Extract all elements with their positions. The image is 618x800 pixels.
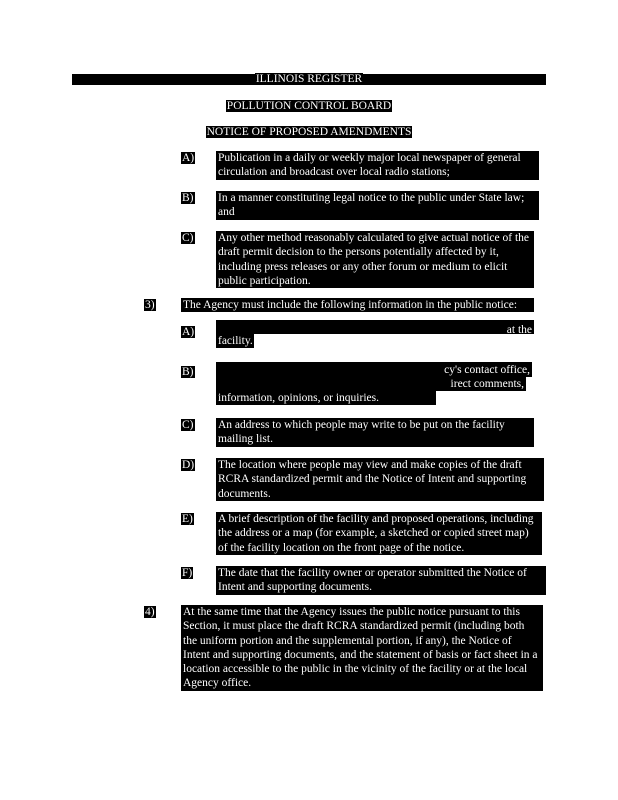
item-label: E) [182,513,193,525]
item-text: facility. [218,335,253,347]
item-label: B) [182,366,194,378]
board-title: POLLUTION CONTROL BOARD [226,100,392,112]
register-title: ILLINOIS REGISTER [255,73,363,85]
item-text: A brief description of the facility and proposed operations, including the address or a map (for example, a sketched or copied street map) of the facility location on the front page of the notice. [216,512,542,555]
item-label: F) [182,567,193,579]
item-label: A) [182,152,195,164]
section-label: 3) [145,299,155,311]
item-label: A) [182,326,195,338]
item-text: The date that the facility owner or operator submitted the Notice of Intent and supporting documents. [216,566,546,595]
item-text: An address to which people may write to be put on the facility mailing list. [216,418,534,447]
item-text: In a manner constituting legal notice to the public under State law; and [216,191,539,220]
section-text: At the same time that the Agency issues the public notice pursuant to this Section, it must place the draft RCRA standardized permit (including both the uniform portion and the supplemental portion, if any), the Notice of Intent and supporting documents, and the statement of basis or fact sheet in a location accessible to the public in the vicinity of the facility or at the local Agency office. [181,605,543,691]
item-redacted-line: at the [216,320,534,334]
item-text: Any other method reasonably calculated to give actual notice of the draft permit decision to the persons potentially affected by it, including press releases or any other forum or medium to elicit public participation. [216,231,534,288]
notice-title: NOTICE OF PROPOSED AMENDMENTS [206,126,412,138]
item-text: Publication in a daily or weekly major local newspaper of general circulation and broadcast over local radio stations; [216,151,539,180]
item-text: The location where people may view and make copies of the draft RCRA standardized permit and the Notice of Intent and supporting documents. [216,458,544,501]
item-label: C) [182,419,194,431]
item-label: B) [182,192,194,204]
item-redacted-line: irect comments, [216,377,526,391]
section-label: 4) [145,606,155,618]
item-redacted-line: cy's contact office, [216,362,532,377]
item-label: D) [182,459,195,471]
item-text: information, opinions, or inquiries. [216,391,436,405]
section-text: The Agency must include the following information in the public notice: [181,298,534,312]
item-label: C) [182,232,194,244]
